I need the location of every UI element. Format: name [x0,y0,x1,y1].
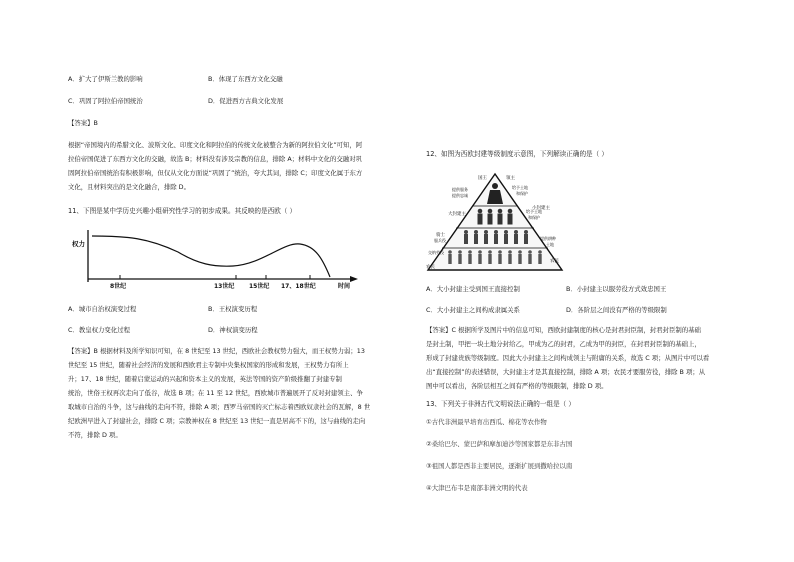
label-give-land-2: 给予土地 [526,209,542,214]
q12-option-c: C．大小封建主之间构成隶属关系 [426,306,520,314]
q13-item-1: ①古代非洲最早培育出西瓜、棉花等农作物 [426,418,547,426]
label-farmer: 农民 [550,259,559,264]
label-king: 国王 [478,176,487,181]
q11-analysis-line-1: 【答案】B 根据材料及所学知识可知，在 8 世纪至 13 世纪，西欧社会教权势力强大，而王权势力弱；13 [68,347,365,355]
q11-analysis-line-3: 升；17、18 世纪，随着启蒙运动的兴起和资本主义的发展，英法等国的资产阶级推翻了封建专制 [68,375,342,383]
q12-analysis-line-4: 出“直接控制”的表述错误，大封建主才是其直接控制，排除 A 项；农民才要服劳役，排除 B 项；从 [426,368,706,376]
q10-analysis-line-1: 根据“帝国境内的希腊文化、波斯文化、印度文化和阿拉伯的传统文化被整合为新的阿拉伯文化”可知，阿 [68,141,363,149]
q11-stem: 11、下图是某中学历史兴趣小组研究性学习的初步成果。其反映的是西欧（ ） [68,207,297,215]
q11-option-c: C．教皇权力变化过程 [68,326,130,334]
q12-stem: 12、如图为西欧封建等级制度示意图，下列解读正确的是（ ） [426,150,608,158]
q10-option-d: D．促进西方古典文化发展 [208,97,284,105]
q11-analysis-line-7: 不符，排除 D 项。 [68,431,122,439]
q11-chart-tick-label-8: 8世纪 [110,283,127,290]
q11-chart-tick-label-15: 15世纪 [249,283,270,290]
q10-analysis-line-4: 文化，且材料突出的是文化融合，排除 D。 [68,183,190,191]
q12-analysis-line-5: 图中可以看出，各阶层相互之间有严格的等级限制，排除 D 项。 [426,382,608,390]
q11-option-a: A．城市自治权演变过程 [68,305,137,313]
q13-item-3: ③祖国人都是西非主要居民，逐渐扩展到撒哈拉以南 [426,462,573,470]
q10-analysis-line-2: 拉伯帝国促进了东西方文化的交融，故选 B；材料没有涉及宗教的信息，排除 A；材料中文化的交融对巩 [68,155,363,163]
q11-chart-curve [92,236,330,277]
q10-option-c: C．巩固了阿拉伯帝国统治 [68,97,143,105]
label-small-lord: 小封建主 [532,206,550,211]
q12-option-d: D．各阶层之间没有严格的等级限制 [566,306,667,314]
q10-answer: 【答案】B [68,119,98,127]
q11-analysis-line-5: 取城市自治的斗争，这与曲线的走向不符，排除 A 项；西罗马帝国的灭亡标志着西欧奴隶社会的瓦解，8 世 [68,403,371,411]
label-farm: 提供耕种 [540,236,556,241]
q13-item-4: ④大津巴布韦是南部非洲文明的代表 [426,484,528,492]
q11-power-chart [68,222,368,294]
q12-option-b: B．小封建主以服劳役方式效忠国王 [566,285,667,293]
label-serve-left: 提供服务 [452,187,468,192]
q11-analysis-line-4: 统治，世俗王权再次走向了低谷，故选 B 项；在 11 至 12 世纪，西欧城市普遍展开了反对封建领主、争 [68,389,363,397]
q12-analysis-line-3: 形成了封建贵族等级制度。因此大小封建主之间构成领主与附庸的关系，故选 C 项；从图片中可以看 [426,354,710,362]
label-pay: 土地 [546,242,554,247]
label-knight: 骑士 [436,233,445,238]
q12-feudal-pyramid [420,170,570,278]
label-big-lord: 大封建主 [448,212,466,217]
q13-item-2: ②桑给巴尔、蒙巴萨和摩加迪沙等国家都是东非古国 [426,440,573,448]
q11-chart-tick-label-13: 13世纪 [214,283,235,290]
label-give-land: 给予土地 [512,185,528,190]
q12-analysis-line-2: 是封土制，甲把一块土地分封给乙，甲成为乙的封君，乙成为甲的封臣，在封君封臣制的基础上， [426,340,701,348]
label-loyalty: 提供忠诚 [452,193,468,198]
q10-option-a: A．扩大了伊斯兰教的影响 [68,75,143,83]
label-protect-2: 和保护 [528,215,540,220]
q11-analysis-line-6: 纪欧洲早进入了封建社会，排除 C 项；宗教神权在 8 世纪至 13 世纪一直是居高不下的，这与曲线的走向 [68,417,366,425]
q11-chart-ylabel: 权力 [72,240,85,248]
q10-analysis-line-3: 固阿拉伯帝国统治有积极影响，但仅从文化方面说“巩固了”统治，夸大其词，排除 C；印度文化属于东方 [68,169,363,177]
q10-option-b: B．体现了东西方文化交融 [208,75,283,83]
label-serf: 农民 [426,265,435,270]
q11-chart-xlabel: 时间 [338,283,351,290]
q13-stem: 13、下列关于非洲古代文明说法正确的一组是（ ） [426,400,575,408]
label-offer: 交纳劳役 [428,250,444,255]
q11-option-b: B．王权演变历程 [208,305,258,313]
q11-chart-tick-label-1718: 17、18世纪 [281,283,316,290]
q11-analysis-line-2: 世纪至 15 世纪，随着社会经济的发展和西欧君主专制中央集权国家的形成和发展，王权势力有所上 [68,361,349,369]
label-protect: 和保护 [516,191,528,196]
label-serve-2: 服兵役 [434,238,446,243]
q11-option-d: D．神权演变历程 [208,326,258,334]
q12-analysis-line-1: 【答案】C 根据所学及图片中的信息可知，西欧封建制度的核心是封君封臣制，封君封臣制的基础 [426,326,701,334]
q12-option-a: A．大小封建主受到国王直接控制 [426,285,520,293]
q11-chart-arrow [350,276,358,282]
label-vassal: 领主 [506,176,515,181]
